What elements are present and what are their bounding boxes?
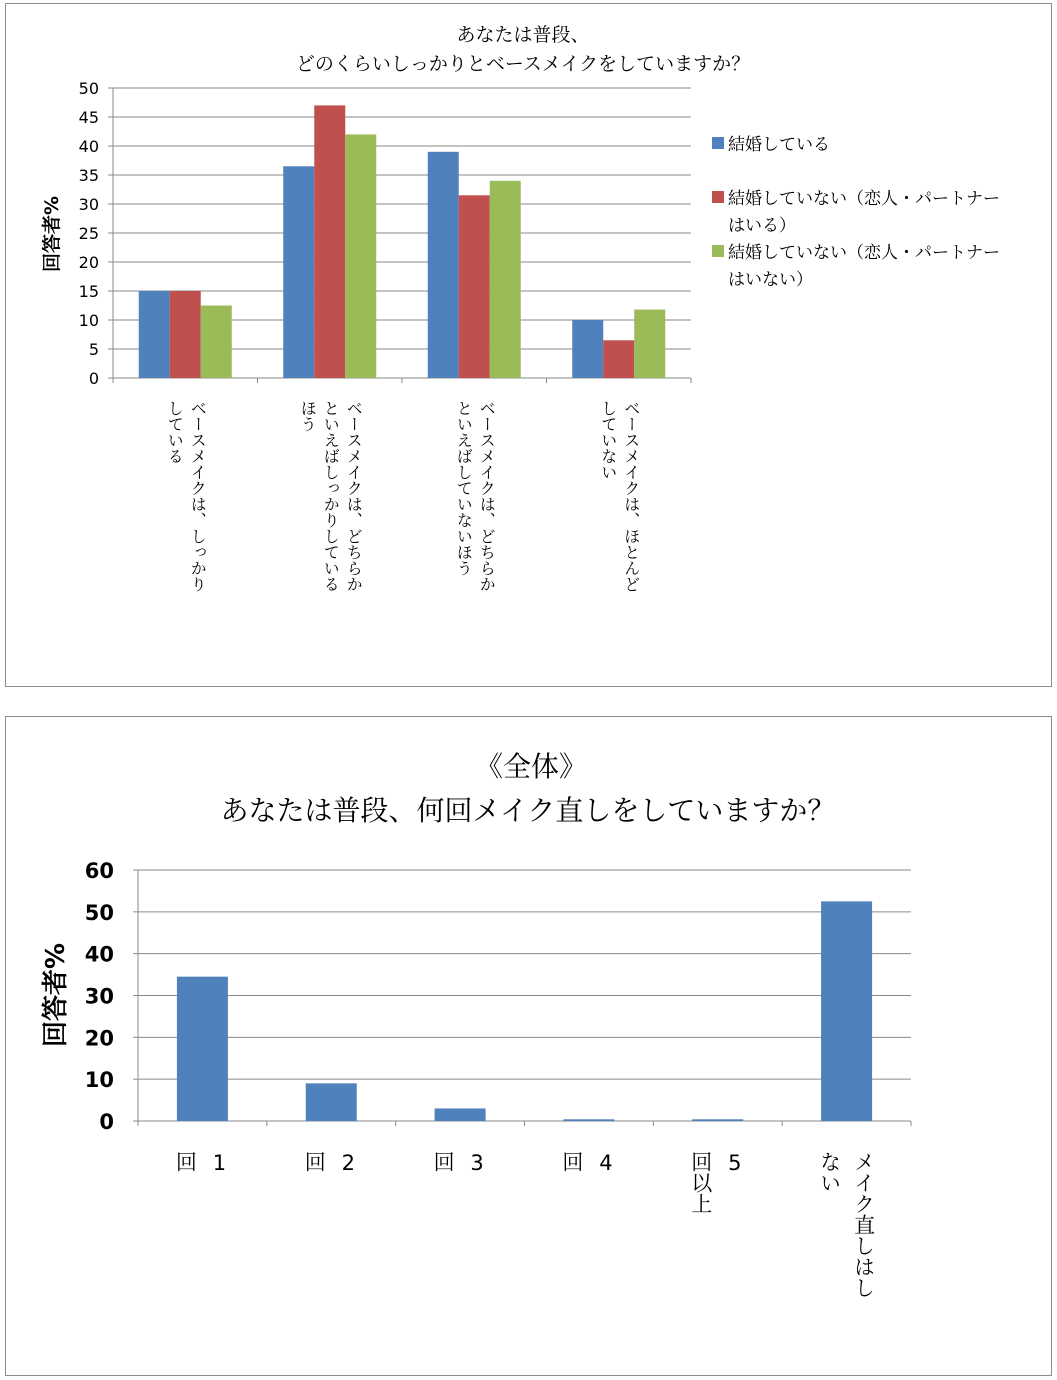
bar <box>821 901 872 1121</box>
y-tick-label: 10 <box>78 311 99 330</box>
x-category-label: ベースメイクは、どちらか <box>344 400 364 592</box>
x-category-label: 回 <box>431 1151 456 1172</box>
legend-label: 結婚していない（恋人・パートナー <box>728 189 1000 209</box>
chart-makeup-touchup <box>6 717 1051 1375</box>
bar <box>345 134 376 378</box>
y-tick-label: 30 <box>84 984 114 1009</box>
y-tick-label: 50 <box>78 79 99 98</box>
legend-label: 結婚していない（恋人・パートナー <box>728 243 1000 263</box>
y-tick-label: 40 <box>78 137 99 156</box>
legend-label: はいない） <box>728 270 813 290</box>
bar <box>170 291 201 378</box>
x-category-label: といえばしっかりしている <box>321 400 341 592</box>
bar <box>435 1108 486 1121</box>
y-tick-label: 0 <box>88 369 99 388</box>
bar <box>563 1119 614 1121</box>
bar <box>306 1083 357 1121</box>
bar <box>283 166 314 378</box>
chart-base-makeup <box>6 4 1051 686</box>
x-category-label: 5 <box>722 1151 747 1175</box>
x-category-label: ベースメイクは、ほとんど <box>621 400 641 592</box>
x-category-label: ない <box>817 1151 842 1193</box>
chart-title-line2: どのくらいしっかりとベースメイクをしていますか？ <box>295 53 751 75</box>
bar <box>634 310 665 378</box>
x-category-label: 回 <box>302 1151 327 1172</box>
x-category-label: ベースメイクは、どちらか <box>477 400 497 592</box>
bar <box>490 181 521 378</box>
chart-panel-makeup-touchup <box>5 716 1052 1376</box>
y-tick-label: 5 <box>88 340 99 359</box>
x-category-label: ほう <box>298 400 318 432</box>
y-tick-label: 50 <box>84 900 114 925</box>
x-category-label: していない <box>598 400 618 480</box>
bar <box>139 291 170 378</box>
x-category-label: 2 <box>336 1151 361 1175</box>
chart-title-line2: あなたは普段、何回メイク直しをしていますか？ <box>220 794 836 827</box>
bar <box>572 320 603 378</box>
chart-title-line1: 《全体》 <box>474 750 588 783</box>
x-category-label: 3 <box>465 1151 490 1175</box>
legend-swatch <box>712 245 724 257</box>
y-tick-label: 20 <box>84 1026 114 1051</box>
y-axis-label: 回答者% <box>41 942 71 1048</box>
y-tick-label: 60 <box>84 859 114 883</box>
x-category-label: といえばしていないほう <box>454 400 474 576</box>
x-category-label: 回以上 <box>688 1151 713 1214</box>
x-category-label: している <box>165 400 185 464</box>
chart-title-line1: あなたは普段、 <box>456 24 590 46</box>
bar <box>314 105 345 378</box>
y-tick-label: 20 <box>78 253 99 272</box>
x-category-label: ベースメイクは、しっかり <box>188 400 208 592</box>
x-category-label: メイク直しはし <box>851 1151 876 1298</box>
bar <box>692 1119 743 1121</box>
x-category-label: 4 <box>593 1151 618 1175</box>
bar <box>459 195 490 378</box>
y-tick-label: 40 <box>84 942 114 967</box>
y-tick-label: 30 <box>78 195 99 214</box>
bar <box>201 306 232 379</box>
legend-label: はいる） <box>728 216 796 236</box>
bar <box>177 977 228 1121</box>
y-tick-label: 25 <box>78 224 99 243</box>
x-category-label: 回 <box>559 1151 584 1172</box>
bar <box>428 152 459 378</box>
y-tick-label: 15 <box>78 282 99 301</box>
bar <box>603 340 634 378</box>
legend-swatch <box>712 137 724 149</box>
legend-swatch <box>712 191 724 203</box>
y-tick-label: 45 <box>78 108 99 127</box>
legend-label: 結婚している <box>728 135 830 155</box>
x-category-label: 回 <box>173 1151 198 1172</box>
x-category-label: 1 <box>207 1151 232 1175</box>
y-tick-label: 0 <box>99 1110 114 1134</box>
chart-panel-base-makeup <box>5 3 1052 687</box>
y-axis-label: 回答者% <box>41 195 63 273</box>
y-tick-label: 10 <box>84 1068 114 1093</box>
y-tick-label: 35 <box>78 166 99 185</box>
